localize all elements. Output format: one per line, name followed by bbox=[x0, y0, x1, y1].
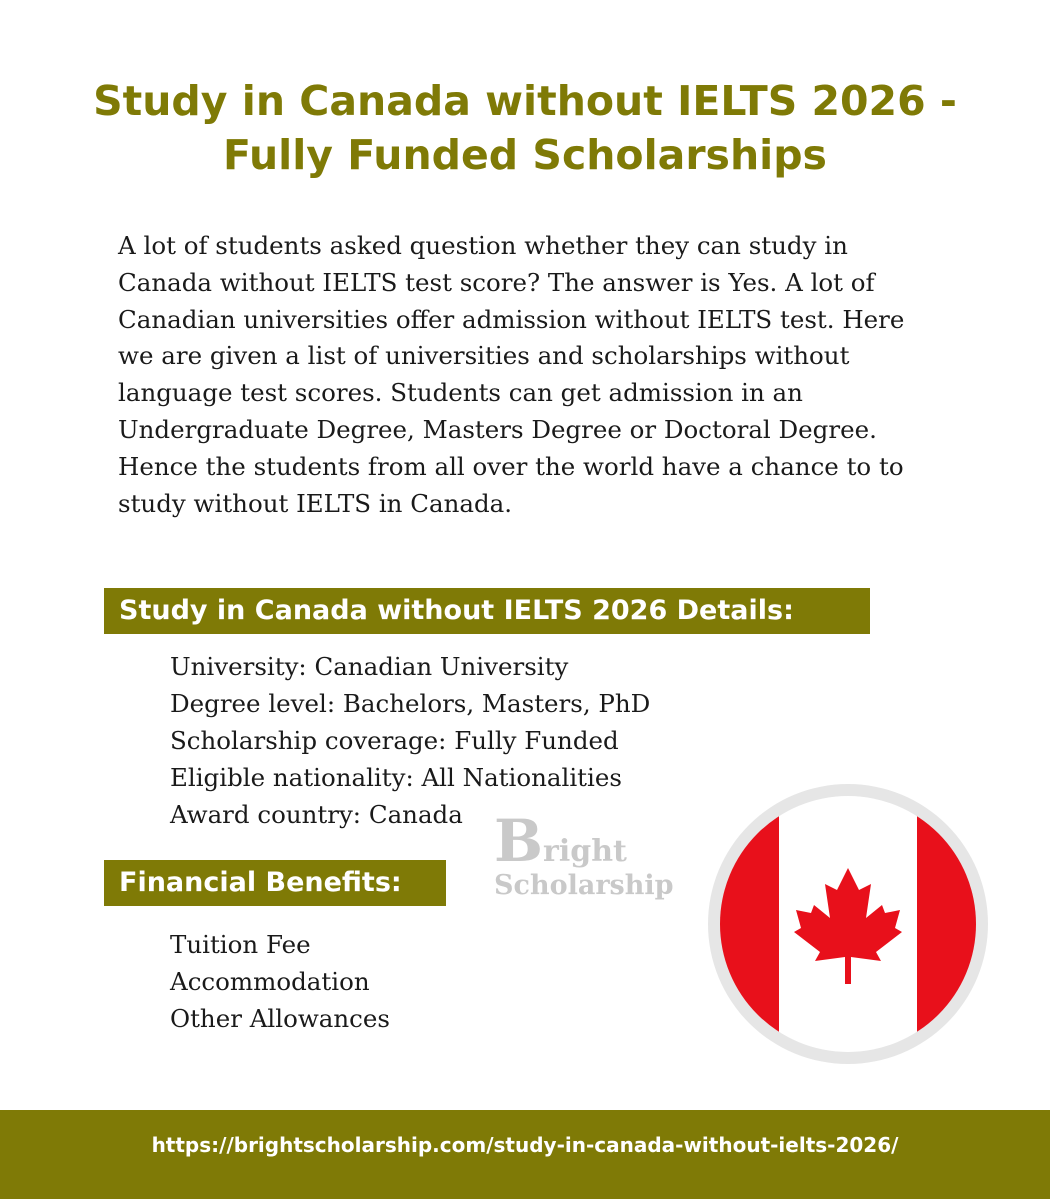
canada-flag-icon bbox=[704, 780, 992, 1068]
list-item: Degree level: Bachelors, Masters, PhD bbox=[170, 689, 651, 718]
footer-url-link[interactable]: https://brightscholarship.com/study-in-canada-without-ielts-2026/ bbox=[151, 1133, 899, 1157]
list-item: Eligible nationality: All Nationalities bbox=[170, 763, 622, 792]
watermark-initial: B bbox=[494, 807, 544, 875]
list-item: Other Allowances bbox=[170, 1004, 390, 1033]
benefits-list bbox=[170, 926, 390, 1037]
details-heading: Study in Canada without IELTS 2026 Details: bbox=[104, 588, 870, 634]
watermark-rest: right bbox=[543, 834, 627, 869]
list-item: Scholarship coverage: Fully Funded bbox=[170, 726, 619, 755]
watermark-logo bbox=[494, 807, 674, 901]
page-title: Study in Canada without IELTS 2026 - Fully Funded Scholarships bbox=[93, 77, 957, 179]
list-item: Accommodation bbox=[170, 967, 370, 996]
details-list bbox=[170, 648, 650, 833]
list-item: Award country: Canada bbox=[170, 800, 463, 829]
watermark-line2: Scholarship bbox=[494, 870, 674, 901]
footer-bar bbox=[0, 1110, 1050, 1199]
list-item: Tuition Fee bbox=[170, 930, 311, 959]
benefits-heading: Financial Benefits: bbox=[104, 860, 446, 906]
list-item: University: Canadian University bbox=[170, 652, 569, 681]
intro-paragraph: A lot of students asked question whether they can study in Canada without IELTS test score? The answer is Yes. A lot of Canadian universities offer admission without IELTS test. Here we are given a list of universities and scholarships without language test scores. Students can get admission in an Undergraduate Degree, Masters Degree or Doctoral Degree. Hence the students from all over the world have a chance to to study without IELTS in Canada. bbox=[118, 231, 905, 518]
